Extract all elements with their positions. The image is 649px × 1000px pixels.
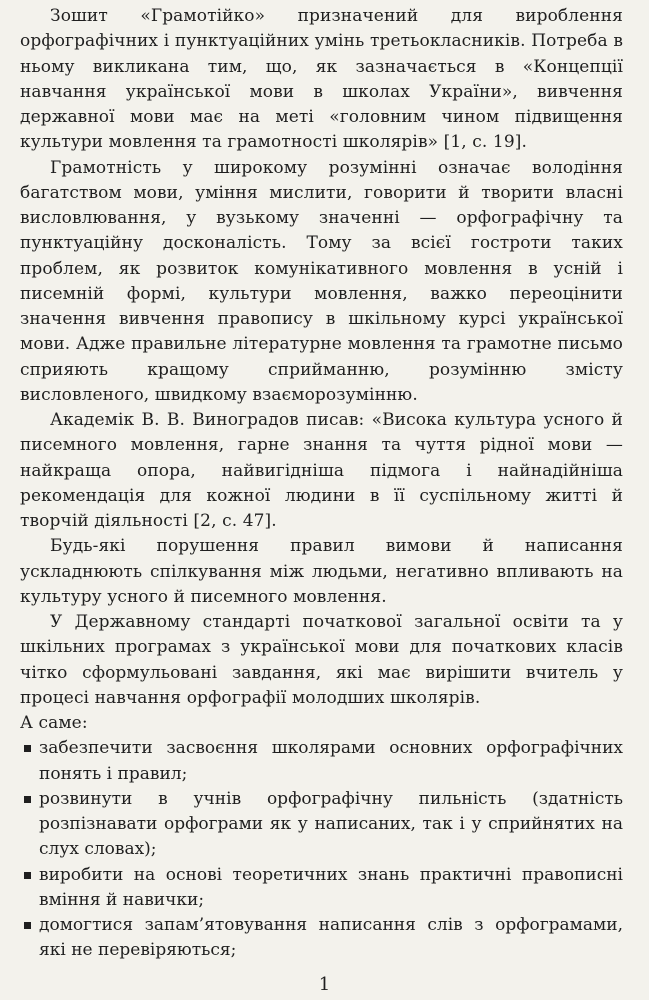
bullet-list — [20, 736, 623, 963]
page-number: 1 — [318, 974, 331, 995]
square-bullet-icon — [24, 796, 31, 803]
paragraph-3: Академік В. В. Виноградов писав: «Висока культура усного й писемного мовлення, гарне знання та чуття рідної мови — найкраща опора, найвигідніша підмога і найнадійніша рекомендація для кожної людини в її суспільному житті й творчій діяльності [2, с. 47]. — [20, 410, 623, 531]
square-bullet-icon — [24, 922, 31, 929]
bullet-item — [20, 913, 623, 964]
bullet-text: виробити на основі теоретичних знань практичні правописні вміння й навички; — [39, 864, 623, 910]
paragraph-1: Зошит «Грамотійко» призначений для вироблення орфографічних і пунктуаційних умінь третьокласників. Потреба в ньому викликана тим, що, як зазначається в «Концепції навчання української мови в школах України», вивчення державної мови має на меті «головним чином підвищення культури мовлення та грамотності школярів» [1, с. 19]. — [20, 6, 623, 153]
paragraph-2: Грамотність у широкому розумінні означає володіння багатством мови, уміння мислити, говорити й творити власні висловлювання, у вузькому значенні — орфографічну та пунктуаційну досконалість. Тому за всієї гостроти таких проблем, як розвиток комунікативного мовлення в усній і писемній формі, культури мовлення, важко переоцінити значення вивчення правопису в шкільному курсі української мови. Адже правильне літературне мовлення та грамотне письмо сприяють кращому сприйманню, розумінню змісту висловленого, швидкому взаєморозумінню. — [20, 157, 623, 405]
bullet-item — [20, 787, 623, 863]
paragraph-4: Будь-які порушення правил вимови й написання ускладнюють спілкування між людьми, негативно впливають на культуру усного й писемного мовлення. — [20, 536, 623, 607]
list-intro: А саме: — [20, 713, 88, 733]
square-bullet-icon — [24, 745, 31, 752]
page-body — [20, 4, 623, 964]
bullet-text: розвинути в учнів орфографічну пильність (здатність розпізнавати орфограми як у написаних, так і у сприйнятих на слух словах); — [39, 788, 623, 860]
paragraph-5: У Державному стандарті початкової загальної освіти та у шкільних програмах з української мови для початкових класів чітко сформульовані завдання, які має вирішити вчитель у процесі навчання орфографії молодших школярів. — [20, 612, 623, 708]
bullet-text: домогтися запам’ятовування написання слів з орфограмами, які не перевіряються; — [39, 915, 623, 961]
square-bullet-icon — [24, 872, 31, 879]
bullet-item — [20, 736, 623, 787]
bullet-text: забезпечити засвоєння школярами основних орфографічних понять і правил; — [39, 738, 623, 784]
bullet-item — [20, 863, 623, 914]
